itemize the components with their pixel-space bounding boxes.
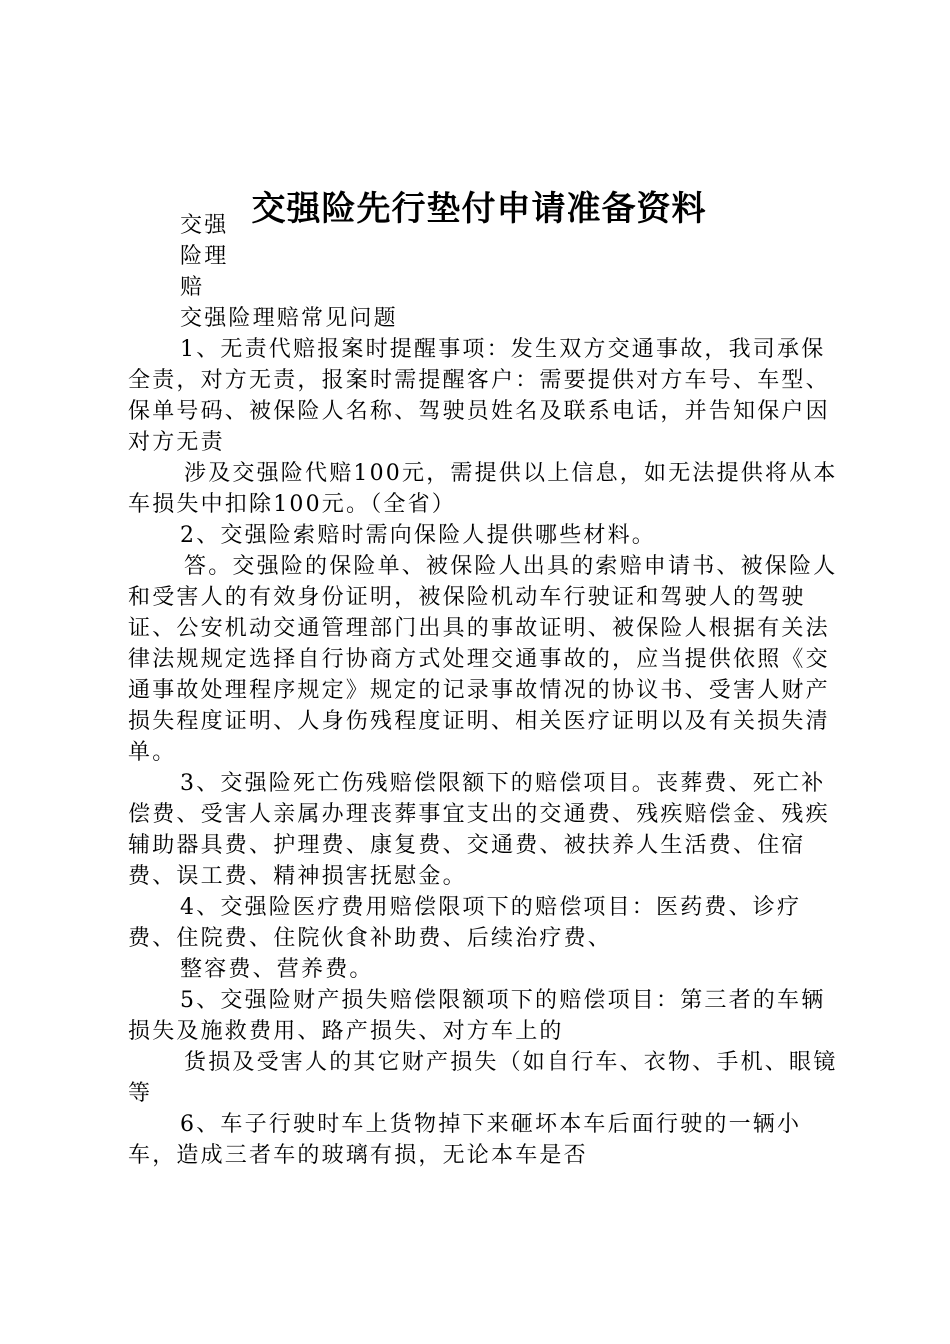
paragraph-item-3: 3、交强险死亡伤残赔偿限额下的赔偿项目。丧葬费、死亡补偿费、受害人亲属办理丧葬事宜支出的交通费、残疾赔偿金、残疾辅助器具费、护理费、康复费、交通费、被扶养人生活费、住宿费、误工费、精神损害抚慰金。 (128, 771, 830, 889)
paragraph-heading-line-1: 交强 (180, 213, 229, 238)
paragraph-item-1: 1、无责代赔报案时提醒事项：发生双方交通事故，我司承保全责，对方无责，报案时需提醒客户：需要提供对方车号、车型、保单号码、被保险人名称、驾驶员姓名及联系电话，并告知保户因对方无责 (128, 337, 830, 455)
paragraph-heading-line-3: 赔 (180, 275, 205, 300)
paragraph-item-2: 2、交强险索赔时需向保险人提供哪些材料。 (180, 523, 656, 548)
paragraph-item-5: 5、交强险财产损失赔偿限额项下的赔偿项目：第三者的车辆损失及施救费用、路产损失、对方车上的 (128, 988, 826, 1044)
paragraph-item-5-continued: 货损及受害人的其它财产损失（如自行车、衣物、手机、眼镜等 (128, 1050, 838, 1106)
paragraph-section-heading: 交强险理赔常见问题 (180, 306, 398, 331)
document-title: 交强险先行垫付申请准备资料 (251, 189, 707, 229)
paragraph-item-1-note: 涉及交强险代赔100元，需提供以上信息，如无法提供将从本车损失中扣除100元。（全省） (128, 461, 838, 517)
paragraph-item-4: 4、交强险医疗费用赔偿限项下的赔偿项目：医药费、诊疗费、住院费、住院伙食补助费、后续治疗费、 (128, 895, 802, 951)
paragraph-item-2-answer: 答。交强险的保险单、被保险人出具的索赔申请书、被保险人和受害人的有效身份证明，被保险机动车行驶证和驾驶人的驾驶证、公安机动交通管理部门出具的事故证明、被保险人根据有关法律法规规定选择自行协商方式处理交通事故的，应当提供依照《交通事故处理程序规定》规定的记录事故情况的协议书、受害人财产损失程度证明、人身伤残程度证明、相关医疗证明以及有关损失清单。 (128, 554, 838, 765)
paragraph-heading-line-2: 险理 (180, 244, 229, 269)
paragraph-item-6: 6、车子行驶时车上货物掉下来砸坏本车后面行驶的一辆小车，造成三者车的玻璃有损，无论本车是否 (128, 1112, 802, 1168)
document-body (128, 210, 840, 1171)
paragraph-item-4-continued: 整容费、营养费。 (180, 957, 374, 982)
